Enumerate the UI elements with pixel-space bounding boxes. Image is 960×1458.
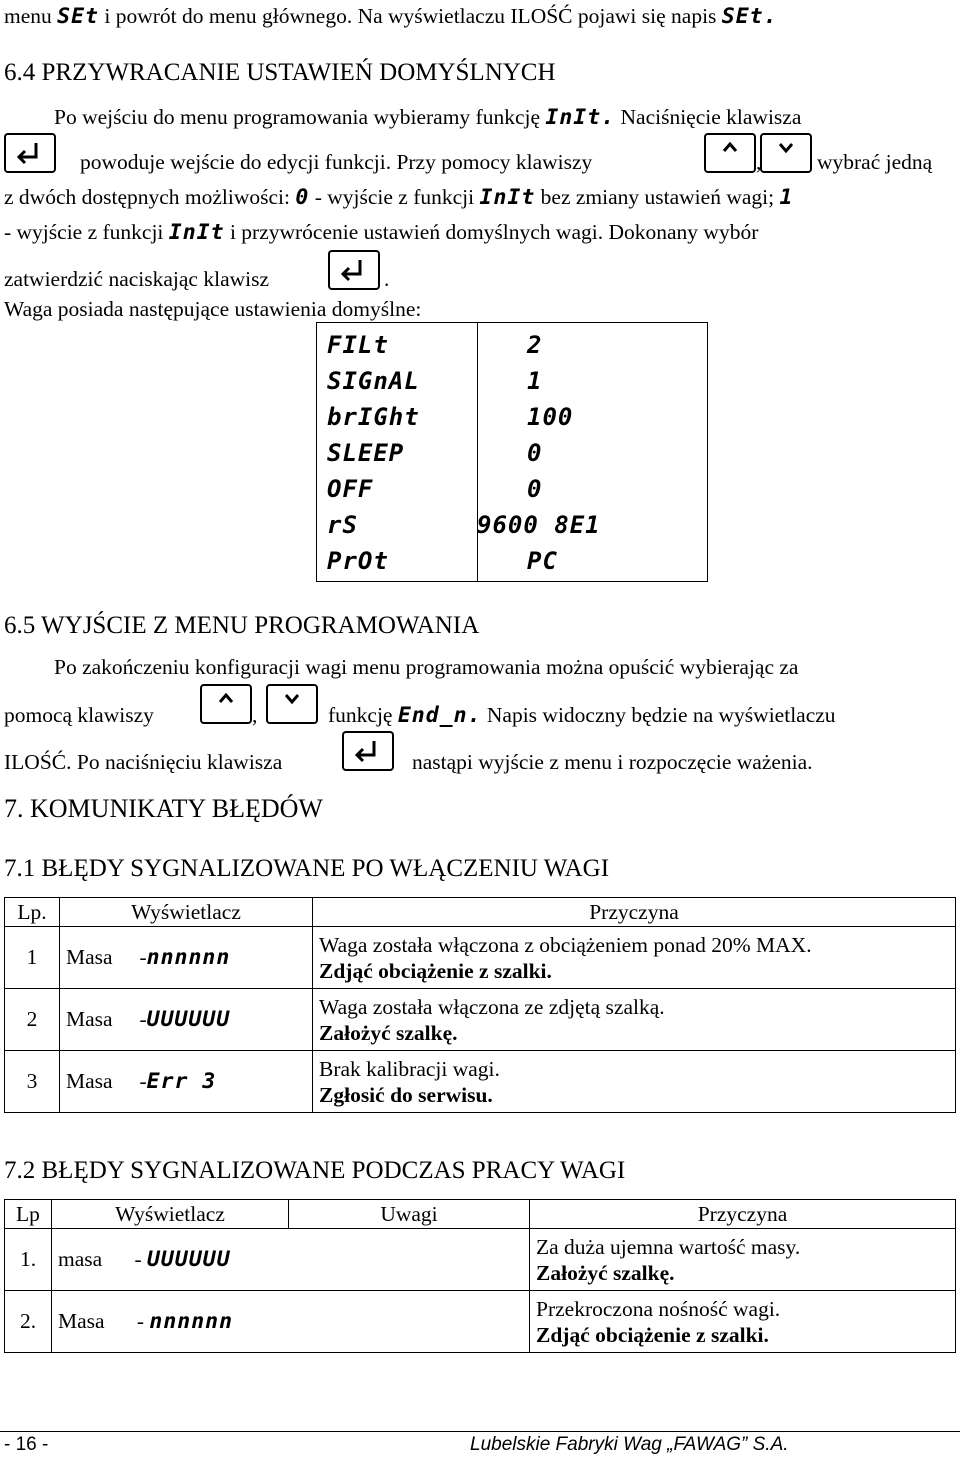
display-code: InIt — [479, 185, 536, 210]
display-dash: - — [134, 1247, 142, 1271]
action-text: Zdjąć obciążenie z szalki. — [536, 1322, 769, 1347]
table-row — [317, 363, 707, 399]
section-heading-7-2: 7.2 BŁĘDY SYGNALIZOWANE PODCZAS PRACY WAGI — [4, 1157, 626, 1184]
display-cell — [60, 989, 313, 1051]
cause-text: Brak kalibracji wagi. — [319, 1056, 500, 1081]
section-heading-7: 7. KOMUNIKATY BŁĘDÓW — [4, 794, 323, 823]
display-code: nnnnnn — [149, 1309, 234, 1334]
display-code: SEt — [57, 4, 99, 29]
section-heading-6-5: 6.5 WYJŚCIE Z MENU PROGRAMOWANIA — [4, 612, 480, 639]
display-label: Masa — [66, 945, 113, 969]
setting-name: SIGnAL — [327, 367, 420, 395]
column-header: Przyczyna — [530, 1200, 956, 1229]
cause-text: Waga została włączona ze zdjętą szalką. — [319, 994, 665, 1019]
paragraph-line — [54, 105, 801, 130]
text: funkcję — [328, 703, 393, 727]
paragraph-line — [4, 267, 269, 292]
row-number: 2 — [5, 989, 60, 1051]
row-number: 2. — [5, 1291, 52, 1353]
intro-text: menu — [4, 4, 52, 28]
display-cell — [52, 1229, 530, 1291]
table-row — [317, 471, 707, 507]
text: ILOŚĆ. Po naciśnięciu klawisza — [4, 750, 283, 774]
text: powoduje wejście do edycji funkcji. Przy pomocy klawiszy — [80, 150, 593, 174]
text: Naciśnięcie klawisza — [620, 105, 802, 129]
text: , — [756, 150, 762, 174]
setting-value: 0 — [527, 475, 543, 503]
table-row — [5, 1291, 956, 1353]
setting-name: OFF — [327, 475, 374, 503]
row-number: 1 — [5, 927, 60, 989]
cause-cell — [530, 1291, 956, 1353]
section-heading-7-1: 7.1 BŁĘDY SYGNALIZOWANE PO WŁĄCZENIU WAGI — [4, 855, 610, 882]
display-code: 1 — [779, 185, 794, 210]
row-number: 1. — [5, 1229, 52, 1291]
intro-line — [4, 4, 778, 29]
display-code: UUUUUU — [146, 1007, 231, 1032]
up-arrow-key-icon — [704, 133, 756, 173]
text: bez zmiany ustawień wagi; — [540, 185, 775, 209]
footer-rule — [0, 1431, 960, 1432]
paragraph-line: Waga posiada następujące ustawienia domyślne: — [4, 297, 422, 321]
action-text: Zgłosić do serwisu. — [319, 1082, 493, 1107]
up-arrow-key-icon — [200, 684, 252, 724]
cause-text: Przekroczona nośność wagi. — [536, 1296, 781, 1321]
text: pomocą klawiszy — [4, 703, 154, 727]
section-heading-6-4: 6.4 PRZYWRACANIE USTAWIEŃ DOMYŚLNYCH — [4, 59, 556, 86]
cause-text: Za duża ujemna wartość masy. — [536, 1234, 801, 1259]
defaults-table — [316, 322, 708, 582]
setting-name: PrOt — [327, 547, 389, 575]
column-header: Lp. — [5, 898, 60, 927]
runtime-errors-table — [4, 1199, 956, 1353]
setting-value: 9600 8E1 — [477, 511, 601, 539]
display-cell — [52, 1291, 530, 1353]
text: wybrać jedną — [817, 150, 933, 174]
setting-name: rS — [327, 511, 358, 539]
text: Po wejściu do menu programowania wybieramy funkcję — [54, 105, 541, 129]
cause-cell — [313, 927, 956, 989]
paragraph-line — [80, 150, 592, 175]
display-code: InIt. — [545, 105, 616, 130]
startup-errors-table — [4, 897, 956, 1113]
display-label: Masa — [66, 1007, 113, 1031]
setting-name: FILt — [327, 331, 389, 359]
page-number: - 16 - — [4, 1434, 49, 1455]
paragraph-line — [4, 185, 793, 210]
display-dash: - — [139, 1007, 147, 1031]
cause-cell — [313, 1051, 956, 1113]
setting-name: SLEEP — [327, 439, 405, 467]
setting-value: PC — [527, 547, 558, 575]
enter-key-icon — [4, 133, 56, 173]
paragraph-line — [328, 703, 836, 728]
display-code: SEt. — [721, 4, 778, 29]
footer-company: Lubelskie Fabryki Wag „FAWAG” S.A. — [470, 1434, 789, 1455]
table-header-row — [5, 1200, 956, 1229]
cause-cell — [313, 989, 956, 1051]
display-dash: - — [139, 1069, 147, 1093]
table-row — [5, 927, 956, 989]
text: , — [252, 703, 258, 727]
column-header: Wyświetlacz — [52, 1200, 289, 1229]
display-dash: - — [136, 1309, 144, 1333]
intro-text: i powrót do menu głównego. Na wyświetlaczu ILOŚĆ pojawi się napis — [104, 4, 717, 28]
display-label: Masa — [58, 1309, 105, 1333]
text: i przywrócenie ustawień domyślnych wagi. Dokonany wybór — [229, 220, 759, 244]
setting-value: 100 — [527, 403, 574, 431]
paragraph-line: Po zakończeniu konfiguracji wagi menu programowania można opuścić wybierając za — [54, 655, 799, 679]
table-row — [317, 399, 707, 435]
text: - wyjście z funkcji — [314, 185, 475, 209]
text: - wyjście z funkcji — [4, 220, 164, 244]
enter-key-icon — [328, 250, 380, 290]
table-row — [317, 327, 707, 363]
setting-name: brIGht — [327, 403, 420, 431]
text: zatwierdzić naciskając klawisz — [4, 267, 270, 291]
table-row — [317, 543, 707, 579]
action-text: Założyć szalkę. — [319, 1020, 458, 1045]
text: Napis widoczny będzie na wyświetlaczu — [486, 703, 836, 727]
display-dash: - — [139, 945, 147, 969]
column-header: Przyczyna — [313, 898, 956, 927]
cause-cell — [530, 1229, 956, 1291]
setting-value: 1 — [527, 367, 543, 395]
display-code: 0 — [295, 185, 310, 210]
display-code: Err 3 — [146, 1069, 217, 1094]
cause-text: Waga została włączona z obciążeniem ponad 20% MAX. — [319, 932, 812, 957]
column-header: Uwagi — [289, 1200, 530, 1229]
display-code: End_n. — [397, 703, 482, 728]
paragraph-line — [4, 220, 758, 245]
table-row — [5, 1229, 956, 1291]
display-cell — [60, 927, 313, 989]
column-header: Wyświetlacz — [60, 898, 313, 927]
table-row — [5, 1051, 956, 1113]
enter-key-icon — [342, 731, 394, 771]
display-cell — [60, 1051, 313, 1113]
text: nastąpi wyjście z menu i rozpoczęcie ważenia. — [412, 750, 813, 774]
setting-value: 0 — [527, 439, 543, 467]
action-text: Założyć szalkę. — [536, 1260, 675, 1285]
display-label: masa — [58, 1247, 103, 1271]
table-row — [317, 507, 707, 543]
table-header-row — [5, 898, 956, 927]
display-code: InIt — [168, 220, 225, 245]
setting-value: 2 — [527, 331, 543, 359]
display-code: UUUUUU — [146, 1247, 231, 1272]
table-row — [5, 989, 956, 1051]
action-text: Zdjąć obciążenie z szalki. — [319, 958, 552, 983]
down-arrow-key-icon — [760, 133, 812, 173]
text: z dwóch dostępnych możliwości: — [4, 185, 291, 209]
display-code: nnnnnn — [146, 945, 231, 970]
text: . — [384, 267, 390, 291]
down-arrow-key-icon — [266, 684, 318, 724]
display-label: Masa — [66, 1069, 113, 1093]
row-number: 3 — [5, 1051, 60, 1113]
column-header: Lp — [5, 1200, 52, 1229]
table-row — [317, 435, 707, 471]
